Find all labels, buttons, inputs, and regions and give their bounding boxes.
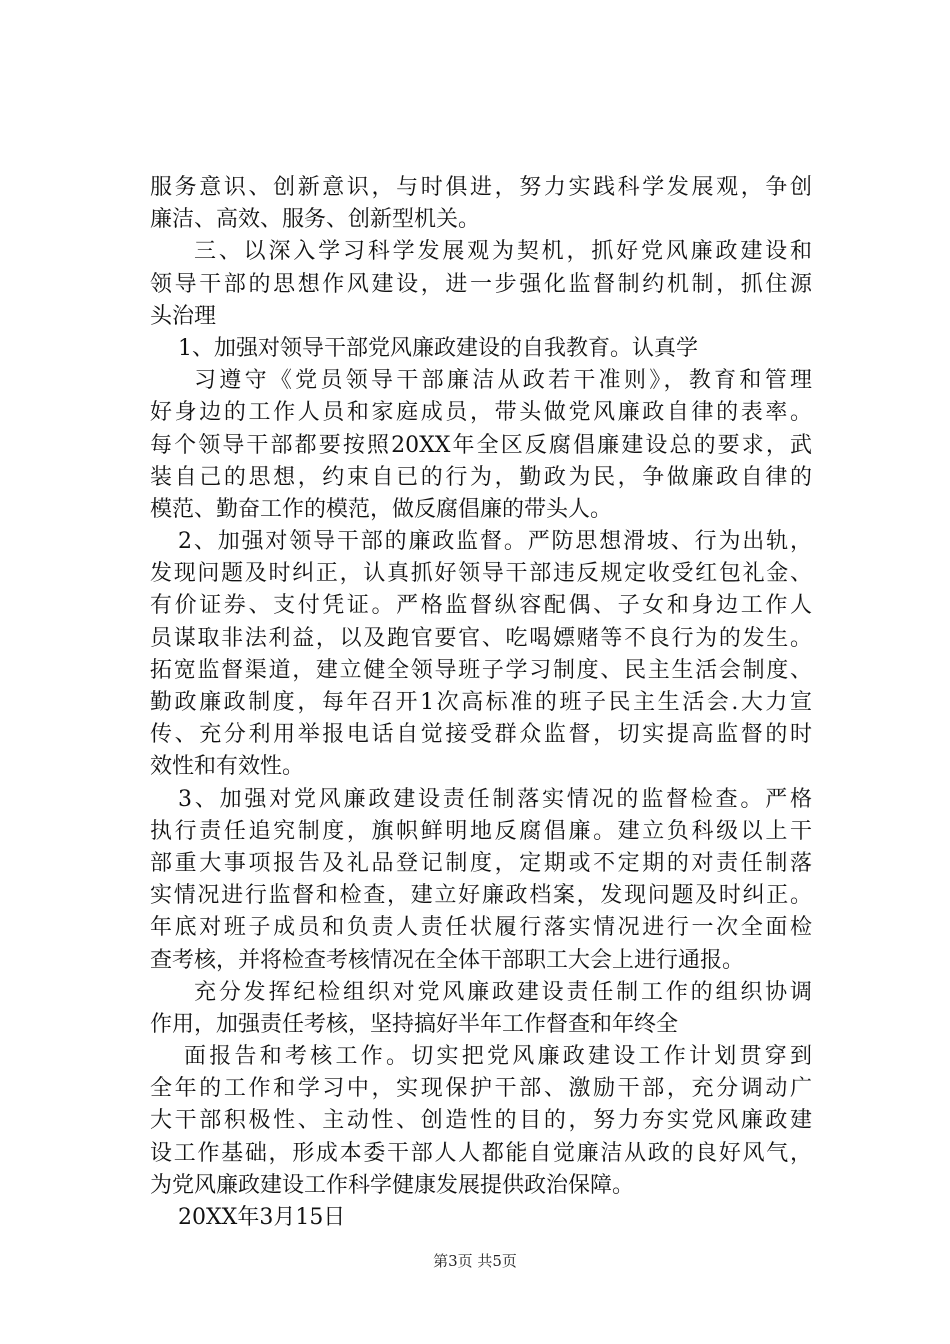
text-line: 全年的工作和学习中，实现保护干部、激励干部，充分调动广	[150, 1076, 812, 1102]
text-line: 习遵守《党员领导干部廉洁从政若干准则》，教育和管理	[194, 368, 812, 394]
text-line: 执行责任追究制度，旗帜鲜明地反腐倡廉。建立负科级以上干	[150, 818, 812, 844]
text-line: 部重大事项报告及礼品登记制度，定期或不定期的对责任制落	[150, 850, 812, 876]
text-line: 查考核，并将检查考核情况在全体干部职工大会上进行通报。	[150, 947, 745, 973]
text-line: 实情况进行监督和检查，建立好廉政档案，发现问题及时纠正。	[150, 883, 812, 909]
text-line: 传、充分利用举报电话自觉接受群众监督，切实提高监督的时	[150, 722, 812, 748]
text-line: 每个领导干部都要按照20XX年全区反腐倡廉建设总的要求，武	[150, 432, 812, 458]
section-heading-line: 头治理	[150, 303, 217, 329]
text-line: 设工作基础，形成本委干部人人都能自觉廉洁从政的良好风气，	[150, 1140, 812, 1166]
text-line: 勤政廉政制度，每年召开1次高标准的班子民主生活会.大力宣	[150, 690, 812, 715]
text-line: 拓宽监督渠道，建立健全领导班子学习制度、民主生活会制度、	[150, 657, 812, 683]
text-line: 年底对班子成员和负责人责任状履行落实情况进行一次全面检	[150, 915, 812, 941]
text-line: 廉洁、高效、服务、创新型机关。	[150, 207, 481, 233]
text-line: 发现问题及时纠正，认真抓好领导干部违反规定收受红包礼金、	[150, 561, 812, 587]
text-line: 作用，加强责任考核，坚持搞好半年工作督查和年终全	[150, 1011, 679, 1037]
item-heading-line: 2、加强对领导干部的廉政监督。严防思想滑坡、行为出轨，	[178, 529, 812, 555]
text-line: 有价证券、支付凭证。严格监督纵容配偶、子女和身边工作人	[150, 593, 812, 619]
text-line: 模范、勤奋工作的模范，做反腐倡廉的带头人。	[150, 496, 613, 522]
text-line: 为党风廉政建设工作科学健康发展提供政治保障。	[150, 1172, 635, 1198]
text-line: 服务意识、创新意识，与时俱进，努力实践科学发展观，争创	[150, 175, 812, 200]
item-heading-line: 1、加强对领导干部党风廉政建设的自我教育。认真学	[178, 335, 698, 361]
section-heading-line: 领导干部的思想作风建设，进一步强化监督制约机制，抓住源	[150, 271, 812, 297]
text-line: 好身边的工作人员和家庭成员，带头做党风廉政自律的表率。	[150, 400, 812, 426]
text-line: 面报告和考核工作。切实把党风廉政建设工作计划贯穿到	[184, 1044, 812, 1070]
text-line: 充分发挥纪检组织对党风廉政建设责任制工作的组织协调	[194, 979, 812, 1005]
text-line: 大干部积极性、主动性、创造性的目的，努力夯实党风廉政建	[150, 1108, 812, 1134]
text-line: 员谋取非法利益，以及跑官要官、吃喝嫖赌等不良行为的发生。	[150, 625, 812, 651]
document-body	[150, 172, 812, 1234]
date-line: 20XX年3月15日	[178, 1205, 346, 1230]
text-line: 效性和有效性。	[150, 754, 305, 780]
item-heading-line: 3、加强对党风廉政建设责任制落实情况的监督检查。严格	[178, 786, 812, 812]
page-number-footer: 第3页 共5页	[433, 1252, 517, 1270]
text-line: 装自己的思想，约束自已的行为，勤政为民，争做廉政自律的	[150, 464, 812, 490]
section-heading-line: 三、以深入学习科学发展观为契机，抓好党风廉政建设和	[194, 239, 812, 265]
